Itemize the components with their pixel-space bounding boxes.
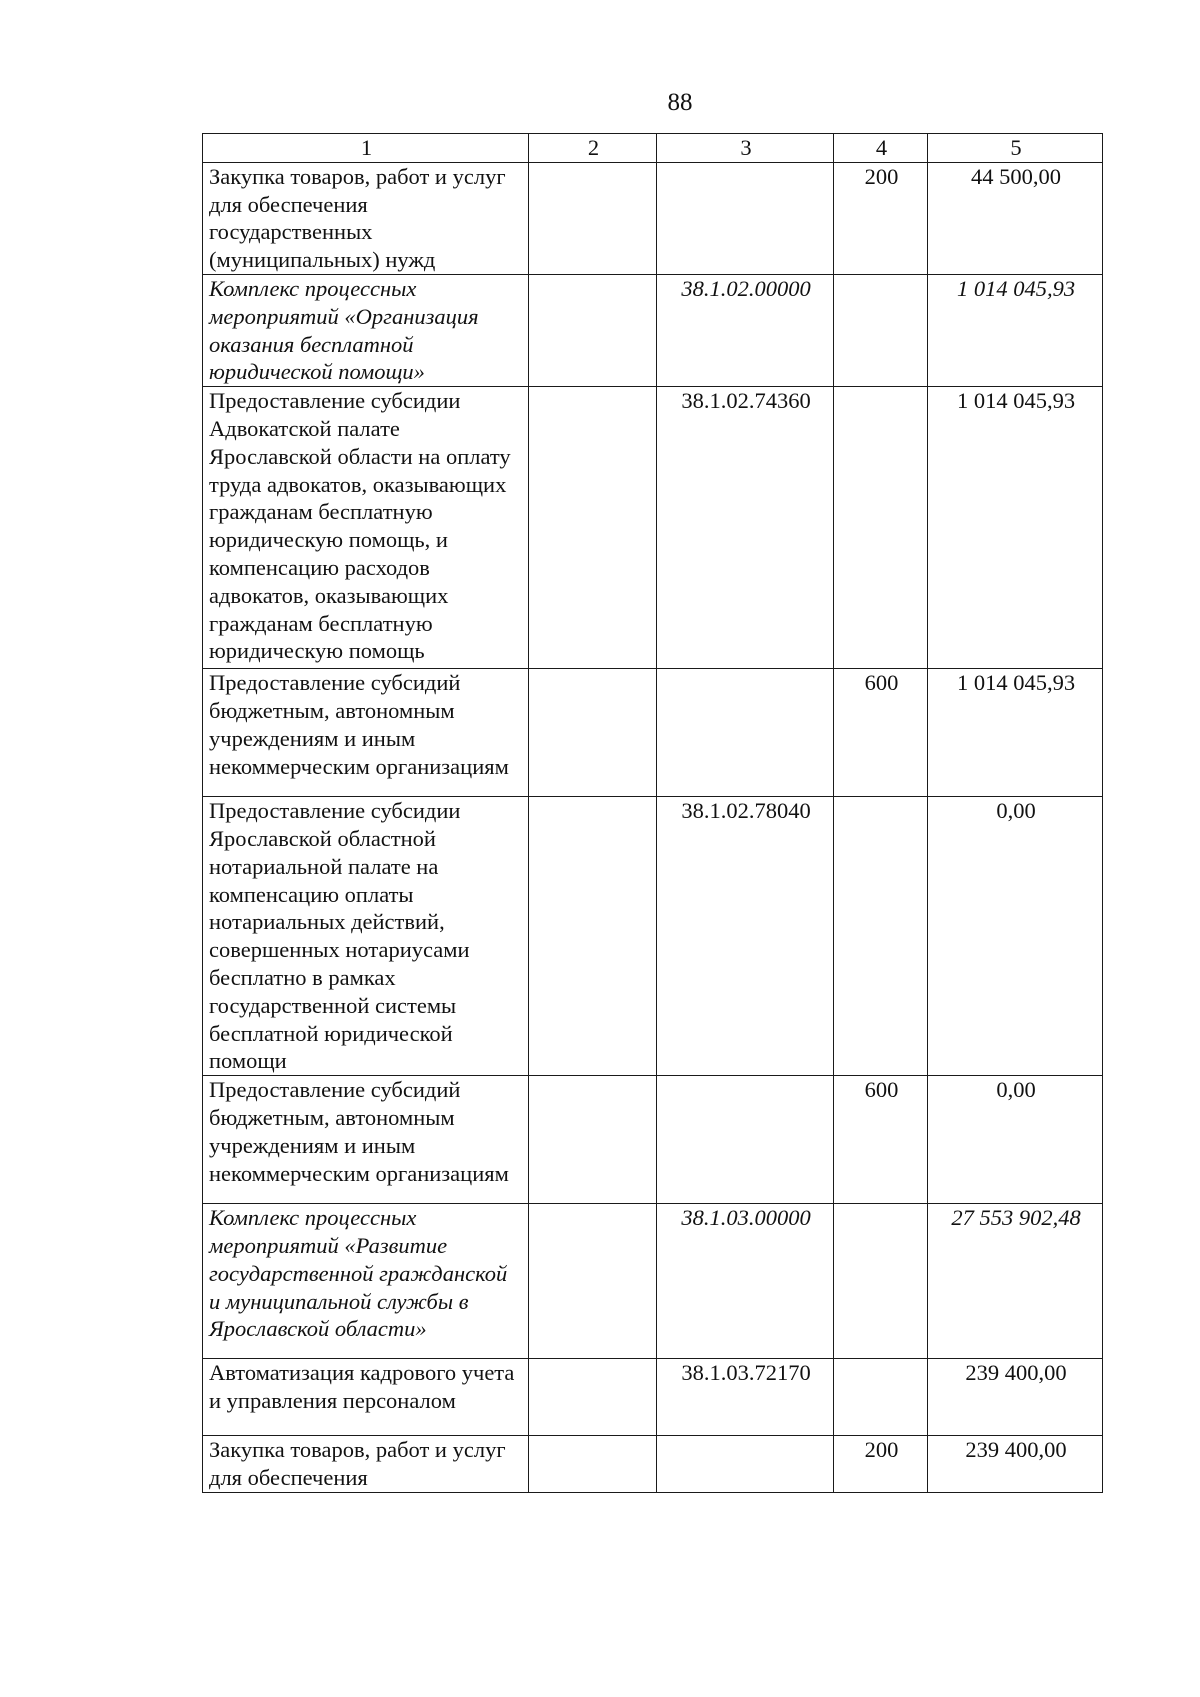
row-type-cell bbox=[834, 387, 928, 669]
table-row bbox=[203, 797, 1103, 1076]
row-amount-cell: 0,00 bbox=[928, 797, 1103, 1076]
row-name-cell: Предоставление субсидии Адвокатской палате Ярославской области на оплату труда адвокатов, оказывающих гражданам бесплатную юридическую помощь, и компенсацию расходов адвокатов, оказывающих гражданам бесплатную юридическую помощь bbox=[203, 387, 529, 669]
row-col2-cell bbox=[529, 387, 657, 669]
row-col2-cell bbox=[529, 1359, 657, 1436]
row-type-cell: 600 bbox=[834, 1076, 928, 1204]
header-cell-5: 5 bbox=[928, 134, 1103, 163]
row-code-cell: 38.1.03.72170 bbox=[657, 1359, 834, 1436]
table-row bbox=[203, 387, 1103, 669]
row-col2-cell bbox=[529, 1204, 657, 1359]
row-amount-cell: 239 400,00 bbox=[928, 1436, 1103, 1493]
row-name-cell: Предоставление субсидий бюджетным, автономным учреждениям и иным некоммерческим организациям bbox=[203, 1076, 529, 1204]
row-type-cell bbox=[834, 1359, 928, 1436]
page-number: 88 bbox=[667, 89, 693, 116]
row-name-cell: Предоставление субсидии Ярославской областной нотариальной палате на компенсацию оплаты нотариальных действий, совершенных нотариусами бесплатно в рамках государственной системы бесплатной юридической помощи bbox=[203, 797, 529, 1076]
header-cell-4: 4 bbox=[834, 134, 928, 163]
row-amount-cell: 1 014 045,93 bbox=[928, 274, 1103, 386]
row-type-cell: 600 bbox=[834, 669, 928, 797]
row-name-cell: Комплекс процессных мероприятий «Организация оказания бесплатной юридической помощи» bbox=[203, 274, 529, 386]
row-col2-cell bbox=[529, 162, 657, 274]
header-cell-2: 2 bbox=[529, 134, 657, 163]
row-name-cell: Предоставление субсидий бюджетным, автономным учреждениям и иным некоммерческим организациям bbox=[203, 669, 529, 797]
row-type-cell bbox=[834, 1204, 928, 1359]
header-row bbox=[203, 134, 1103, 163]
table-row bbox=[203, 1436, 1103, 1493]
budget-table bbox=[202, 133, 1103, 1493]
row-amount-cell: 1 014 045,93 bbox=[928, 669, 1103, 797]
table-row bbox=[203, 274, 1103, 386]
table-row bbox=[203, 669, 1103, 797]
row-code-cell bbox=[657, 1076, 834, 1204]
table-row bbox=[203, 1204, 1103, 1359]
table-row bbox=[203, 1359, 1103, 1436]
header-cell-3: 3 bbox=[657, 134, 834, 163]
row-type-cell: 200 bbox=[834, 162, 928, 274]
row-col2-cell bbox=[529, 797, 657, 1076]
table-row bbox=[203, 162, 1103, 274]
row-name-cell: Комплекс процессных мероприятий «Развитие государственной гражданской и муниципальной службы в Ярославской области» bbox=[203, 1204, 529, 1359]
row-code-cell: 38.1.02.74360 bbox=[657, 387, 834, 669]
row-code-cell bbox=[657, 669, 834, 797]
row-name-cell: Закупка товаров, работ и услуг для обеспечения государственных (муниципальных) нужд bbox=[203, 162, 529, 274]
row-type-cell bbox=[834, 797, 928, 1076]
row-name-cell: Закупка товаров, работ и услуг для обеспечения bbox=[203, 1436, 529, 1493]
row-amount-cell: 27 553 902,48 bbox=[928, 1204, 1103, 1359]
header-cell-1: 1 bbox=[203, 134, 529, 163]
table-body bbox=[203, 162, 1103, 1492]
row-amount-cell: 1 014 045,93 bbox=[928, 387, 1103, 669]
row-code-cell: 38.1.02.00000 bbox=[657, 274, 834, 386]
row-col2-cell bbox=[529, 274, 657, 386]
table-row bbox=[203, 1076, 1103, 1204]
row-amount-cell: 239 400,00 bbox=[928, 1359, 1103, 1436]
row-code-cell bbox=[657, 1436, 834, 1493]
row-col2-cell bbox=[529, 669, 657, 797]
row-col2-cell bbox=[529, 1076, 657, 1204]
row-code-cell bbox=[657, 162, 834, 274]
row-name-cell: Автоматизация кадрового учета и управления персоналом bbox=[203, 1359, 529, 1436]
row-col2-cell bbox=[529, 1436, 657, 1493]
row-code-cell: 38.1.02.78040 bbox=[657, 797, 834, 1076]
row-amount-cell: 0,00 bbox=[928, 1076, 1103, 1204]
row-type-cell: 200 bbox=[834, 1436, 928, 1493]
row-amount-cell: 44 500,00 bbox=[928, 162, 1103, 274]
row-code-cell: 38.1.03.00000 bbox=[657, 1204, 834, 1359]
row-type-cell bbox=[834, 274, 928, 386]
